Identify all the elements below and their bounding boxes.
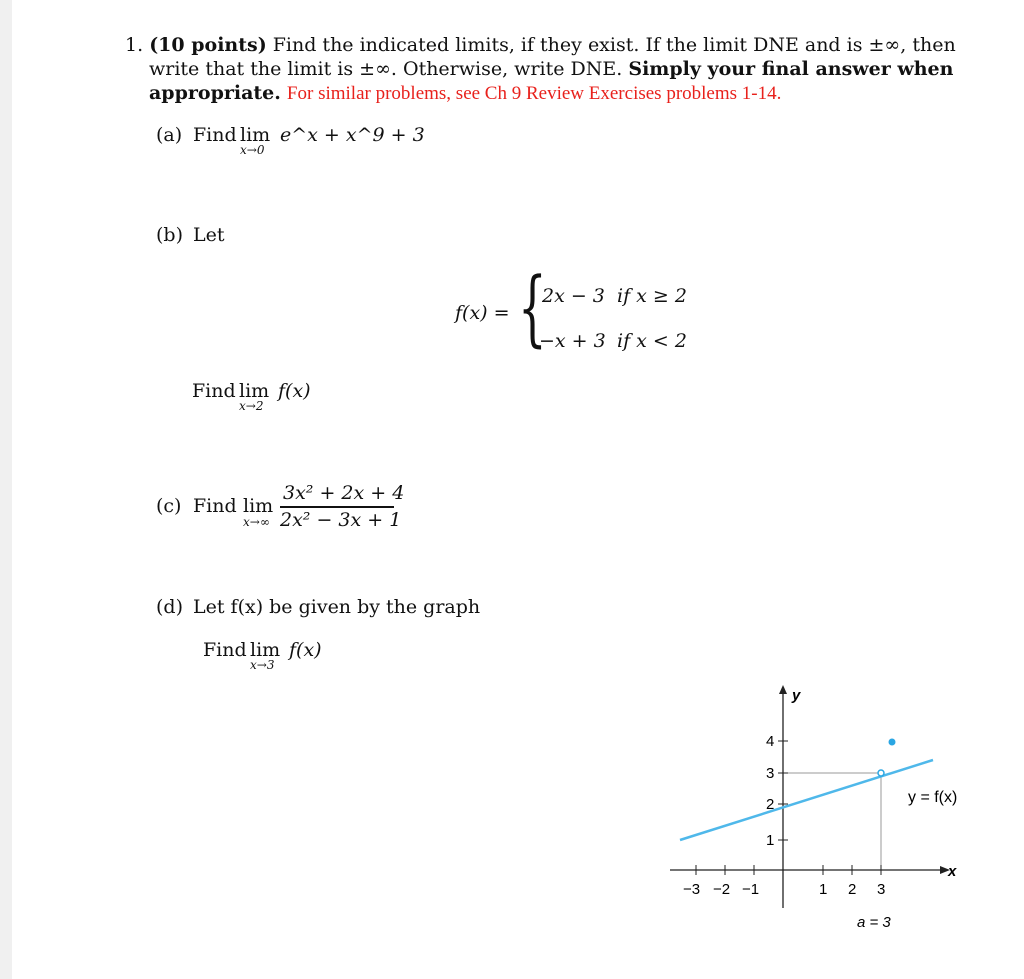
review-reference: For similar problems, see Ch 9 Review Exercises problems 1-14. (286, 83, 782, 104)
function-graph (652, 680, 972, 940)
x-tick-label-3: 3 (877, 881, 886, 898)
y-axis-label: y (792, 687, 801, 704)
piecewise-case-1-cond: if x ≥ 2 (617, 285, 687, 307)
piecewise-fx: f(x) = (455, 302, 510, 324)
a-value-label: a = 3 (857, 914, 891, 931)
part-d-text: Let f(x) be given by the graph (193, 596, 481, 618)
piecewise-brace: { (518, 261, 547, 356)
y-tick-label-2: 2 (766, 796, 775, 813)
part-a-lim-sub: x→0 (240, 143, 265, 157)
problem-instruction-2: write that the limit is ±∞. Otherwise, write DNE. (149, 58, 623, 80)
part-b-find: Find (192, 380, 236, 402)
curve-label: y = f(x) (908, 789, 958, 806)
y-axis-arrow-icon (779, 685, 787, 694)
part-c-numerator: 3x² + 2x + 4 (283, 482, 405, 504)
part-d-label: (d) (156, 596, 183, 618)
x-tick-label-2: 2 (848, 881, 857, 898)
part-a-find: Find (193, 124, 237, 146)
y-tick-label-3: 3 (766, 765, 775, 782)
part-c-lim: lim (243, 495, 274, 517)
part-a-label: (a) (156, 124, 183, 146)
x-tick-label-neg-2: −2 (713, 881, 731, 898)
part-d-lim-sub: x→3 (250, 658, 275, 672)
piecewise-case-2-expr: −x + 3 (539, 330, 606, 352)
problem-instruction-3-bold: appropriate. (149, 82, 281, 104)
problem-number: 1. (125, 34, 144, 56)
part-d-find: Find (203, 639, 247, 661)
part-c-lim-sub: x→∞ (243, 515, 270, 529)
part-c-label: (c) (156, 495, 182, 517)
part-b-target: f(x) (278, 380, 311, 402)
part-b-lim-sub: x→2 (239, 399, 264, 413)
part-d-lim: lim (250, 639, 281, 661)
y-tick-label-4: 4 (766, 733, 775, 750)
filled-point (889, 739, 896, 746)
part-b-label: (b) (156, 224, 183, 246)
x-tick-label-neg-1: −1 (742, 881, 760, 898)
part-c-find: Find (193, 495, 237, 517)
problem-line-1 (125, 33, 956, 57)
problem-points: (10 points) (149, 34, 267, 56)
x-axis-label: x (948, 863, 957, 880)
x-tick-label-neg-3: −3 (683, 881, 701, 898)
problem-line-2 (149, 57, 953, 81)
piecewise-case-2-cond: if x < 2 (617, 330, 687, 352)
part-b-let: Let (193, 224, 225, 246)
function-line (680, 760, 933, 840)
problem-instruction-2-bold: Simply your final answer when (628, 58, 954, 80)
piecewise-case-1-expr: 2x − 3 (542, 285, 605, 307)
y-tick-label-1: 1 (766, 832, 775, 849)
open-point (878, 770, 884, 776)
x-tick-label-1: 1 (819, 881, 828, 898)
part-b-lim: lim (239, 380, 270, 402)
part-a-lim: lim (240, 124, 271, 146)
worksheet-page (12, 0, 1024, 979)
part-d-target: f(x) (289, 639, 322, 661)
problem-line-3 (149, 81, 781, 106)
part-c-denominator: 2x² − 3x + 1 (280, 509, 402, 531)
part-a-expression: e^x + x^9 + 3 (280, 124, 425, 146)
problem-instruction-1: Find the indicated limits, if they exist. If the limit DNE and is ±∞, then (272, 34, 956, 56)
